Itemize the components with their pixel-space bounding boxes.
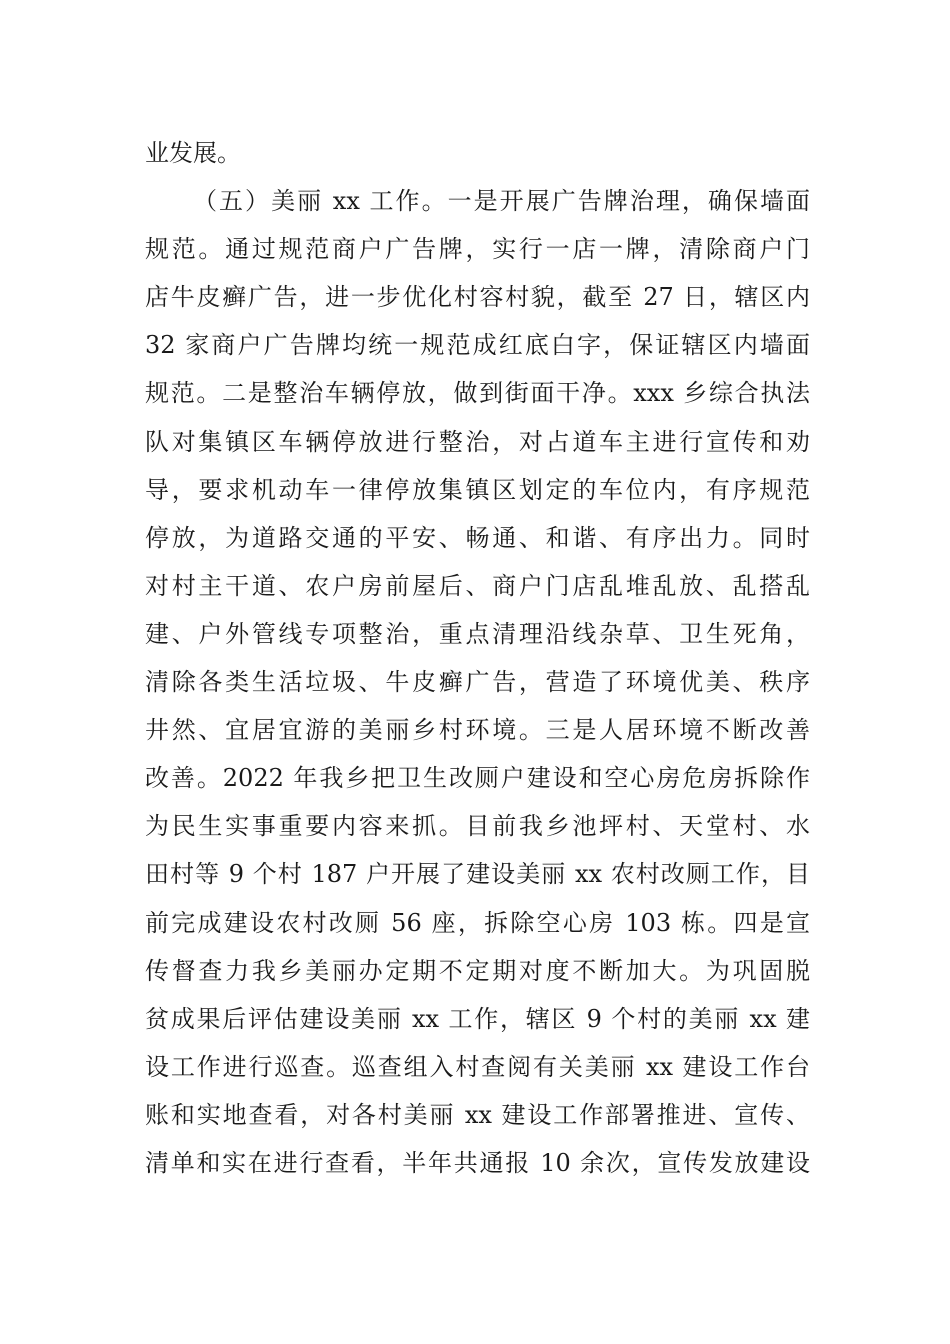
text-line: 井然、宜居宜游的美丽乡村环境。三是人居环境不断改善	[145, 716, 810, 745]
text-line: 田村等 9 个村 187 户开展了建设美丽 xx 农村改厕工作，目	[145, 860, 810, 889]
text-line: 清除各类生活垃圾、牛皮癣广告，营造了环境优美、秩序	[145, 668, 810, 697]
text-line: 账和实地查看，对各村美丽 xx 建设工作部署推进、宣传、	[145, 1100, 810, 1129]
text-line: 店牛皮癣广告，进一步优化村容村貌，截至 27 日，辖区内	[145, 283, 810, 312]
text-line: 停放，为道路交通的平安、畅通、和谐、有序出力。同时	[145, 523, 810, 552]
text-line: 前完成建设农村改厕 56 座，拆除空心房 103 栋。四是宣	[145, 908, 810, 937]
text-line: 导，要求机动车一律停放集镇区划定的车位内，有序规范	[145, 475, 810, 504]
body-text	[145, 129, 810, 1187]
text-line: 为民生实事重要内容来抓。目前我乡池坪村、天堂村、水	[145, 812, 810, 841]
text-line: 清单和实在进行查看，半年共通报 10 余次，宣传发放建设	[145, 1148, 810, 1177]
text-line: 32 家商户广告牌均统一规范成红底白字，保证辖区内墙面	[145, 331, 810, 360]
text-line: （五）美丽 xx 工作。一是开展广告牌治理，确保墙面	[193, 187, 810, 216]
text-line: 规范。通过规范商户广告牌，实行一店一牌，清除商户门	[145, 235, 810, 264]
text-line: 对村主干道、农户房前屋后、商户门店乱堆乱放、乱搭乱	[145, 571, 810, 600]
text-line: 建、户外管线专项整治，重点清理沿线杂草、卫生死角，	[145, 619, 810, 648]
text-line: 改善。2022 年我乡把卫生改厕户建设和空心房危房拆除作	[145, 764, 810, 793]
text-line: 队对集镇区车辆停放进行整治，对占道车主进行宣传和劝	[145, 427, 810, 456]
text-line: 规范。二是整治车辆停放，做到街面干净。xxx 乡综合执法	[145, 379, 810, 408]
text-line: 贫成果后评估建设美丽 xx 工作，辖区 9 个村的美丽 xx 建	[145, 1004, 810, 1033]
text-line: 业发展。	[145, 139, 241, 167]
text-line: 设工作进行巡查。巡查组入村查阅有关美丽 xx 建设工作台	[145, 1052, 810, 1081]
text-line: 传督查力我乡美丽办定期不定期对度不断加大。为巩固脱	[145, 956, 810, 985]
